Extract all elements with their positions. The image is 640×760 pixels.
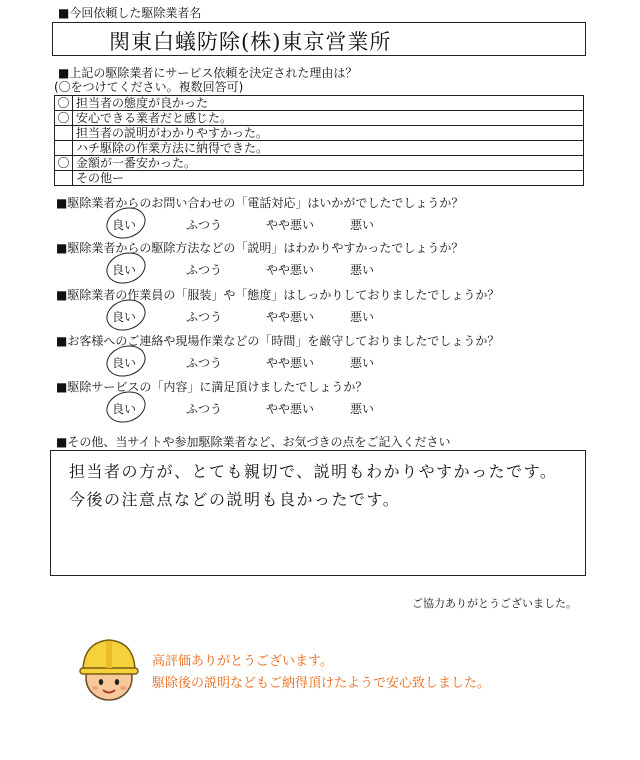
reason-row [55,126,584,141]
reason-table [54,95,584,186]
company-name-box [52,22,586,56]
reason-row [55,156,584,171]
answer-option[interactable]: ふつう [186,218,223,232]
reason-checkbox[interactable] [55,141,73,156]
reason-row [55,171,584,186]
answer-option[interactable]: ふつう [186,263,223,277]
question-text: ■駆除サービスの「内容」に満足頂けましたでしょうか？ [56,380,368,394]
answer-option[interactable]: ふつう [186,356,223,370]
answer-option[interactable]: ふつう [186,310,223,324]
answer-option[interactable]: やや悪い [266,356,315,370]
worker-mascot-icon [76,632,142,704]
reason-checkbox[interactable] [55,171,73,186]
reason-row [55,111,584,126]
reason-label: その他ー [73,171,584,186]
company-heading: ■今回依頼した駆除業者名 [58,6,202,20]
reason-label: 安心できる業者だと感じた。 [73,111,584,126]
answer-option[interactable]: 悪い [350,310,375,324]
company-name-value: 関東白蟻防除(株)東京営業所 [109,30,392,54]
reason-checkbox[interactable]: 〇 [55,156,73,171]
reason-subheading: (〇をつけてください。複数回答可) [54,80,244,94]
question-text: ■お客様へのご連絡や現場作業などの「時間」を厳守しておりましたでしょうか？ [56,334,500,348]
comments-box [50,450,586,576]
reason-heading: ■上記の駆除業者にサービス依頼を決定された理由は？ [58,66,358,80]
question-text: ■駆除業者からのお問い合わせの「電話対応」はいかがでしたでしょうか？ [56,196,464,210]
reason-row [55,141,584,156]
reason-row [55,96,584,111]
answer-option[interactable]: やや悪い [266,263,315,277]
answer-option[interactable]: 良い [112,356,137,370]
reason-label: 担当者の態度が良かった [73,96,584,111]
comment-line-2: 今後の注意点などの説明も良かったです。 [69,490,401,509]
answer-option[interactable]: 悪い [350,402,375,416]
reason-label: 担当者の説明がわかりやすかった。 [73,126,584,141]
answer-option[interactable]: 良い [112,263,137,277]
reason-checkbox[interactable]: 〇 [55,96,73,111]
answer-option[interactable]: 良い [112,218,137,232]
answer-option[interactable]: 悪い [350,263,375,277]
reason-label: 金額が一番安かった。 [73,156,584,171]
thanks-text: ご協力ありがとうございました。 [412,597,577,610]
answer-option[interactable]: 悪い [350,218,375,232]
answer-option[interactable]: 良い [112,402,137,416]
comments-heading: ■その他、当サイトや参加駆除業者など、お気づきの点をご記入ください [56,435,451,449]
reply-line-2: 駆除後の説明などもご納得頂けたようで安心致しました。 [152,676,491,691]
question-text: ■駆除業者の作業員の「服装」や「態度」はしっかりしておりましたでしょうか？ [56,288,500,302]
reason-checkbox[interactable] [55,126,73,141]
answer-option[interactable]: ふつう [186,402,223,416]
comment-line-1: 担当者の方が、とても親切で、説明もわかりやすかったです。 [69,462,558,481]
answer-option[interactable]: 悪い [350,356,375,370]
reply-line-1: 高評価ありがとうございます。 [152,654,333,669]
answer-option[interactable]: 良い [112,310,137,324]
question-text: ■駆除業者からの駆除方法などの「説明」はわかりやすかったでしょうか？ [56,241,464,255]
reason-label: ハチ駆除の作業方法に納得できた。 [73,141,584,156]
answer-option[interactable]: やや悪い [266,402,315,416]
answer-option[interactable]: やや悪い [266,310,315,324]
reason-checkbox[interactable]: 〇 [55,111,73,126]
answer-option[interactable]: やや悪い [266,218,315,232]
